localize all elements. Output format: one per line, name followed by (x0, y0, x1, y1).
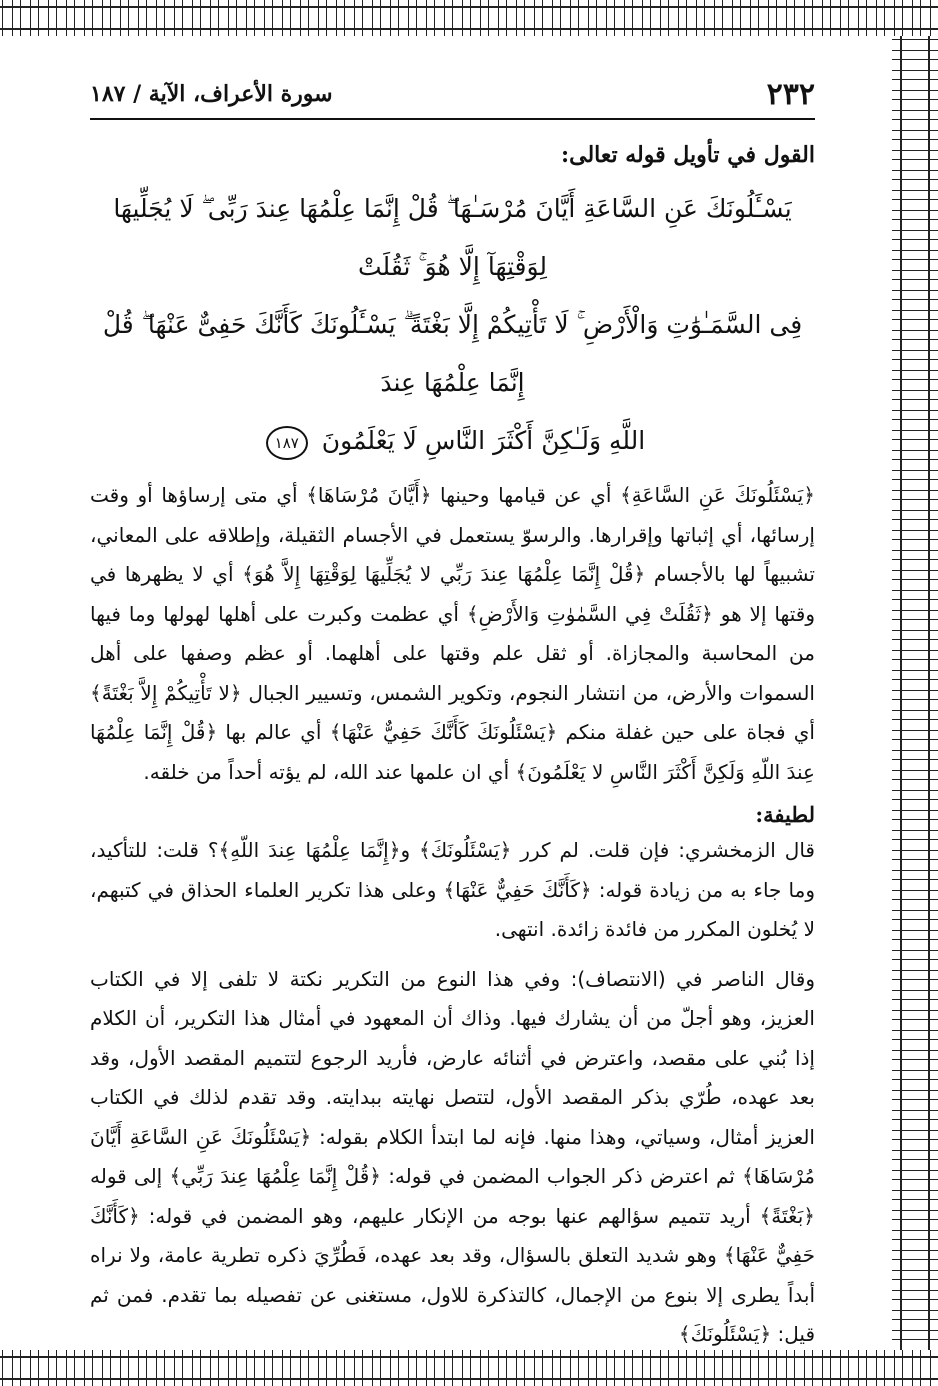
top-ornament-border (0, 0, 938, 36)
quran-verse (100, 180, 805, 470)
surah-reference: سورة الأعراف، الآية / ١٨٧ (90, 81, 333, 107)
bottom-ornament-border (0, 1350, 938, 1386)
page-header (90, 70, 815, 120)
commentary-paragraph-3: وقال الناصر في (الانتصاف): وفي هذا النوع من التكرير نكتة لا تلفى إلا في الكتاب العزيز، وهو أجلّ من أن يشارك فيها. وذاك أن المعهود في أمثال هذا التكرير، أن الكلام إذا بُني على مقصد، واعترض في أثنائه عارض، فأريد الرجوع لتتميم المقصد الأول، وقد بعد عهده، طُرّي بذكر المقصد الأول، لتتصل نهايته ببدايته. وقد تقدم لذلك في الكتاب العزيز أمثال، وسياتي، وهذا منها. فإنه لما ابتدأ الكلام بقوله: ﴿يَسْئَلُونَكَ عَنِ السَّاعَةِ أَيَّانَ مُرْسَاهَا﴾ ثم اعترض ذكر الجواب المضمن في قوله: ﴿قُلْ إِنَّمَا عِلْمُهَا عِندَ رَبِّي﴾ إلى قوله ﴿بَغْتَةً﴾ أريد تتميم سؤالهم عنها بوجه من الإنكار عليهم، وهو المضمن في قوله: ﴿كَأَنَّكَ حَفِيٌّ عَنْهَا﴾ وهو شديد التعلق بالسؤال، وقد بعد عهده، فَطُرِّيَ ذكره تطرية عامة، ولا نراه أبداً يطرى إلا بنوع من الإجمال، كالتذكرة للاول، مستغنى عن تفصيله بما تقدم. فمن ثم قيل: ﴿يَسْئَلُونَكَ﴾ (90, 966, 815, 1346)
book-page (90, 70, 815, 1346)
section-title: القول في تأويل قوله تعالى: (561, 142, 815, 168)
commentary-paragraph-2: قال الزمخشري: فإن قلت. لم كرر ﴿يَسْئَلُونَكَ﴾ و﴿إِنَّمَا عِلْمُهَا عِندَ اللّهِ﴾؟ قلت: للتأكيد، وما جاء به من زيادة قوله: ﴿كَأَنَّكَ حَفِيٌّ عَنْهَا﴾ وعلى هذا تكرير العلماء الحذاق في كتبهم، لا يُخلون المكرر من فائدة زائدة. انتهى. (90, 838, 815, 941)
page-number: ٢٣٢ (766, 76, 815, 112)
subtitle-latifa: لطيفة: (755, 802, 815, 827)
verse-line-3 (100, 412, 805, 470)
verse-line-2: فِى السَّمَـٰوَٰتِ وَالْأَرْضِ ۚ لَا تَأْتِيكُمْ إِلَّا بَغْتَةً ۗ يَسْـَٔلُونَكَ كَأَنَّكَ حَفِىٌّ عَنْهَا ۖ قُلْ إِنَّمَا عِلْمُهَا عِندَ (102, 310, 803, 397)
right-ornament-border (892, 36, 938, 1350)
verse-number-medallion: ١٨٧ (266, 426, 308, 460)
verse-line-1: يَسْـَٔلُونَكَ عَنِ السَّاعَةِ أَيَّانَ مُرْسَـٰهَا ۖ قُلْ إِنَّمَا عِلْمُهَا عِندَ رَبِّى ۖ لَا يُجَلِّيهَا لِوَقْتِهَآ إِلَّا هُوَ ۚ ثَقُلَتْ (113, 194, 792, 281)
commentary-paragraph-1: ﴿يَسْئَلُونَكَ عَنِ السَّاعَةِ﴾ أي عن قيامها وحينها ﴿أَيَّانَ مُرْسَاهَا﴾ أي متى إرساؤها أو وقت إرسائها، أي إثباتها وإقرارها. والرسوّ يستعمل في الأجسام الثقيلة، وإطلاقه على المعاني، تشبيهاً لها بالأجسام ﴿قُلْ إِنَّمَا عِلْمُهَا عِندَ رَبِّي لا يُجَلِّيهَا لِوَقْتِهَا إِلاَّ هُوَ﴾ أي لا يظهرها في وقتها إلا هو ﴿ثَقُلَتْ فِي السَّمٰوٰتِ وَالأَرْضِ﴾ أي عظمت وكبرت على أهلها لهولها وما فيها من المحاسبة والمجازاة. أو ثقل علم وقتها على أهلهما. أو عظم وصفها على أهل السموات والأرض، من انتشار النجوم، وتكوير الشمس، وتسيير الجبال ﴿لا تَأْتِيكُمْ إِلاَّ بَغْتَةً﴾ أي فجاة على حين غفلة منكم ﴿يَسْئَلُونَكَ كَأَنَّكَ حَفِيٌّ عَنْهَا﴾ أي عالم بها ﴿قُلْ إِنَّمَا عِلْمُهَا عِندَ اللّهِ وَلَكِنَّ أَكْثَرَ النَّاسِ لا يَعْلَمُونَ﴾ أي ان علمها عند الله، لم يؤته أحداً من خلقه. (90, 483, 815, 784)
verse-line-3-text: اللَّهِ وَلَـٰكِنَّ أَكْثَرَ النَّاسِ لَا يَعْلَمُونَ (321, 426, 646, 455)
